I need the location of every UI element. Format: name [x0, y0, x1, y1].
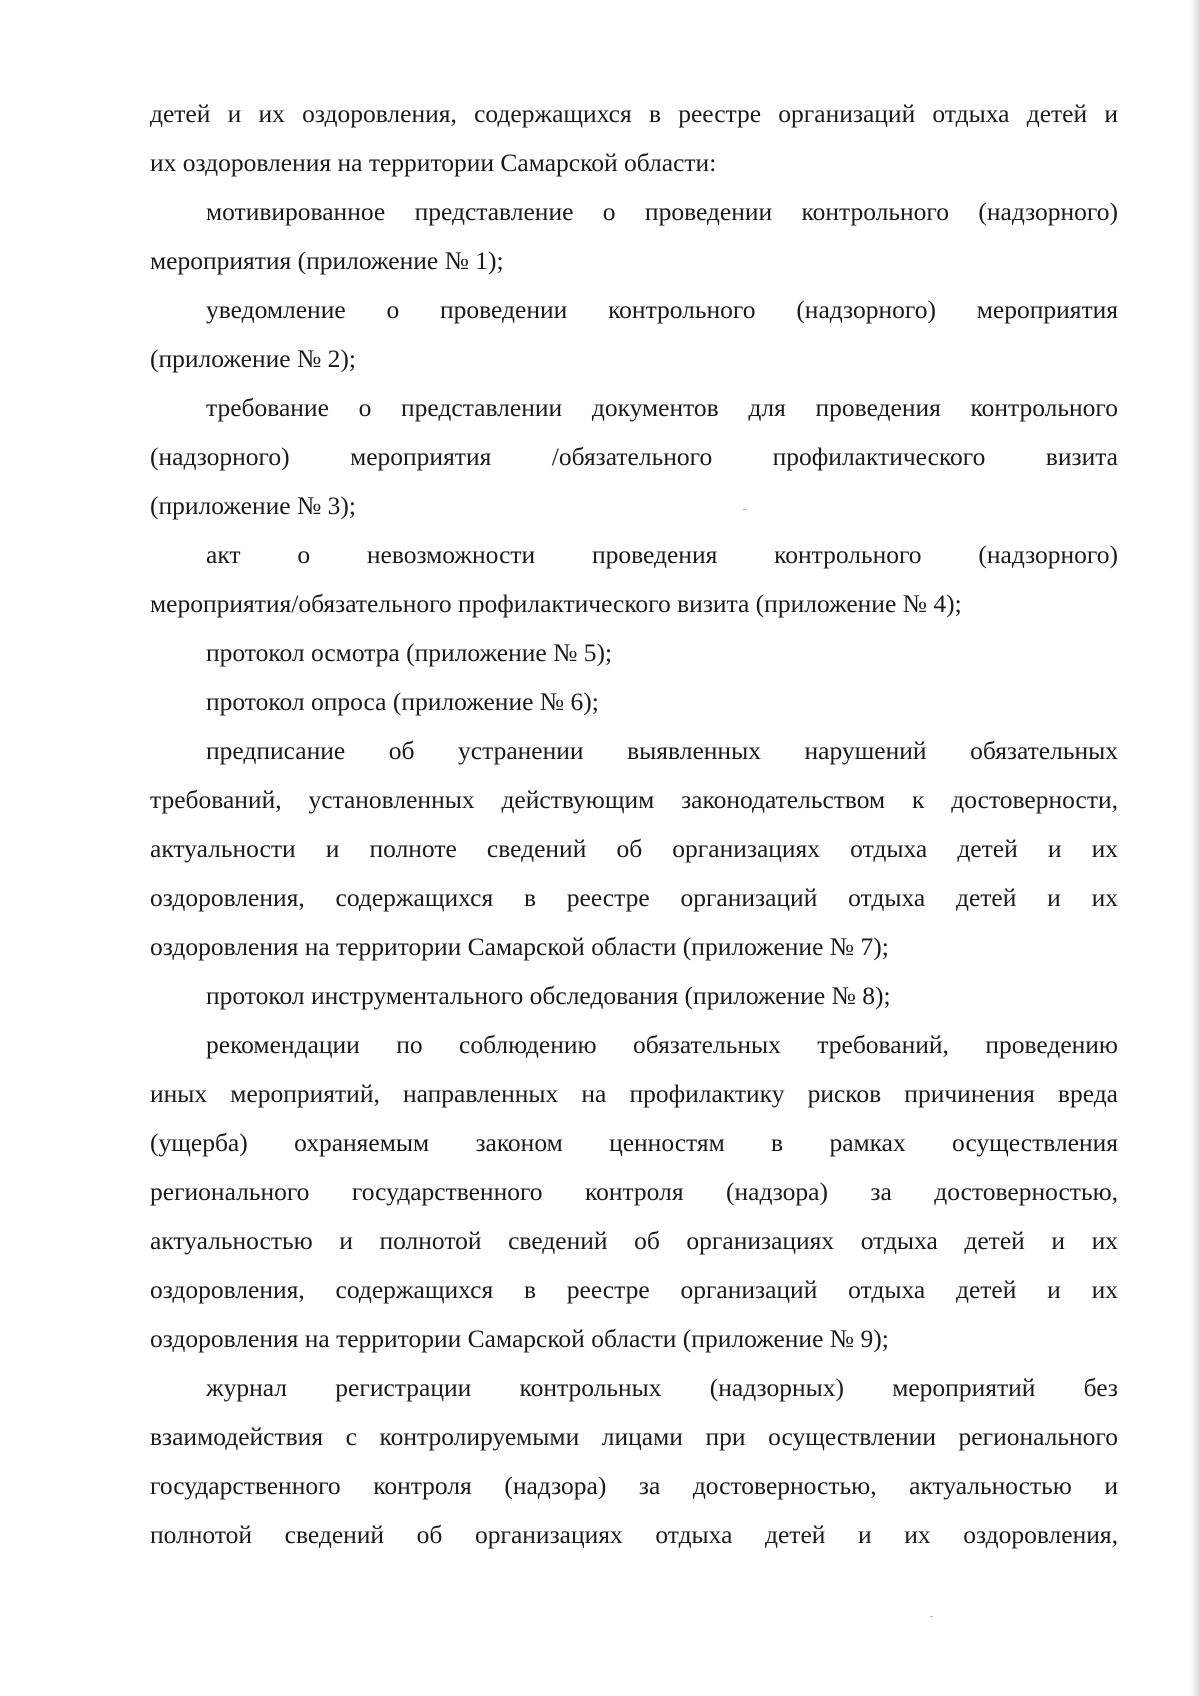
text-line [150, 1461, 1118, 1510]
text-line [150, 1216, 1118, 1265]
list-item-first-line [150, 187, 1118, 236]
text-line-content: актуальностью и полнотой сведений об организациях отдыха детей и их [150, 1226, 1118, 1255]
text-line [150, 138, 1118, 187]
list-item-first-line [150, 726, 1118, 775]
document-body [150, 89, 1118, 1559]
text-line-content: рекомендации по соблюдению обязательных требований, проведению [206, 1030, 1118, 1059]
text-line-content: предписание об устранении выявленных нарушений обязательных [206, 736, 1118, 765]
text-line [150, 432, 1118, 481]
text-line-content: требований, установленных действующим законодательством к достоверности, [150, 785, 1118, 814]
text-line-content: (приложение № 3); [150, 491, 356, 520]
text-line-content: их оздоровления на территории Самарской области: [150, 148, 717, 177]
text-line [150, 1167, 1118, 1216]
text-line [150, 334, 1118, 383]
text-line [150, 1412, 1118, 1461]
text-line [150, 922, 1118, 971]
text-line-content: журнал регистрации контрольных (надзорных) мероприятий без [206, 1373, 1118, 1402]
text-line-content: регионального государственного контроля (надзора) за достоверностью, [150, 1177, 1118, 1206]
text-line-content: мероприятия (приложение № 1); [150, 246, 504, 275]
page-edge-shadow [1190, 0, 1200, 1696]
text-line [150, 236, 1118, 285]
text-line-content: (надзорного) мероприятия /обязательного профилактического визита [150, 442, 1118, 471]
text-line-content: оздоровления на территории Самарской области (приложение № 9); [150, 1324, 889, 1353]
text-line-content: (ущерба) охраняемым законом ценностям в рамках осуществления [150, 1128, 1118, 1157]
text-line-content: уведомление о проведении контрольного (надзорного) мероприятия [206, 295, 1118, 324]
list-item-first-line [150, 1363, 1118, 1412]
text-line [150, 1510, 1118, 1559]
text-line-content: актуальности и полноте сведений об организациях отдыха детей и их [150, 834, 1118, 863]
text-line-content: (приложение № 2); [150, 344, 356, 373]
text-line-content: мероприятия/обязательного профилактического визита (приложение № 4); [150, 589, 962, 618]
text-line-content: государственного контроля (надзора) за достоверностью, актуальностью и [150, 1471, 1118, 1500]
list-item-first-line [150, 285, 1118, 334]
list-item-first-line [150, 971, 1118, 1020]
scan-speck [930, 1616, 933, 1617]
text-line [150, 481, 1118, 530]
text-line [150, 89, 1118, 138]
text-line [150, 775, 1118, 824]
text-line-content: протокол инструментального обследования (приложение № 8); [206, 981, 891, 1010]
text-line-content: оздоровления, содержащихся в реестре организаций отдыха детей и их [150, 883, 1118, 912]
text-line-content: полнотой сведений об организациях отдыха детей и их оздоровления, [150, 1520, 1118, 1549]
list-item-first-line [150, 677, 1118, 726]
text-line-content: требование о представлении документов для проведения контрольного [206, 393, 1118, 422]
list-item-first-line [150, 628, 1118, 677]
text-line-content: взаимодействия с контролируемыми лицами при осуществлении регионального [150, 1422, 1118, 1451]
list-item-first-line [150, 530, 1118, 579]
text-line [150, 824, 1118, 873]
list-item-first-line [150, 1020, 1118, 1069]
text-line [150, 1118, 1118, 1167]
text-line [150, 1069, 1118, 1118]
text-line-content: мотивированное представление о проведении контрольного (надзорного) [206, 197, 1118, 226]
text-line-content: протокол опроса (приложение № 6); [206, 687, 599, 716]
text-line-content: оздоровления на территории Самарской области (приложение № 7); [150, 932, 889, 961]
text-line [150, 1314, 1118, 1363]
text-line-content: иных мероприятий, направленных на профилактику рисков причинения вреда [150, 1079, 1118, 1108]
text-line-content: детей и их оздоровления, содержащихся в реестре организаций отдыха детей и [150, 99, 1118, 128]
text-line-content: акт о невозможности проведения контрольного (надзорного) [206, 540, 1118, 569]
text-line [150, 873, 1118, 922]
list-item-first-line [150, 383, 1118, 432]
text-line-content: оздоровления, содержащихся в реестре организаций отдыха детей и их [150, 1275, 1118, 1304]
text-line [150, 579, 1118, 628]
scan-speck [743, 509, 746, 510]
text-line-content: протокол осмотра (приложение № 5); [206, 638, 613, 667]
text-line [150, 1265, 1118, 1314]
